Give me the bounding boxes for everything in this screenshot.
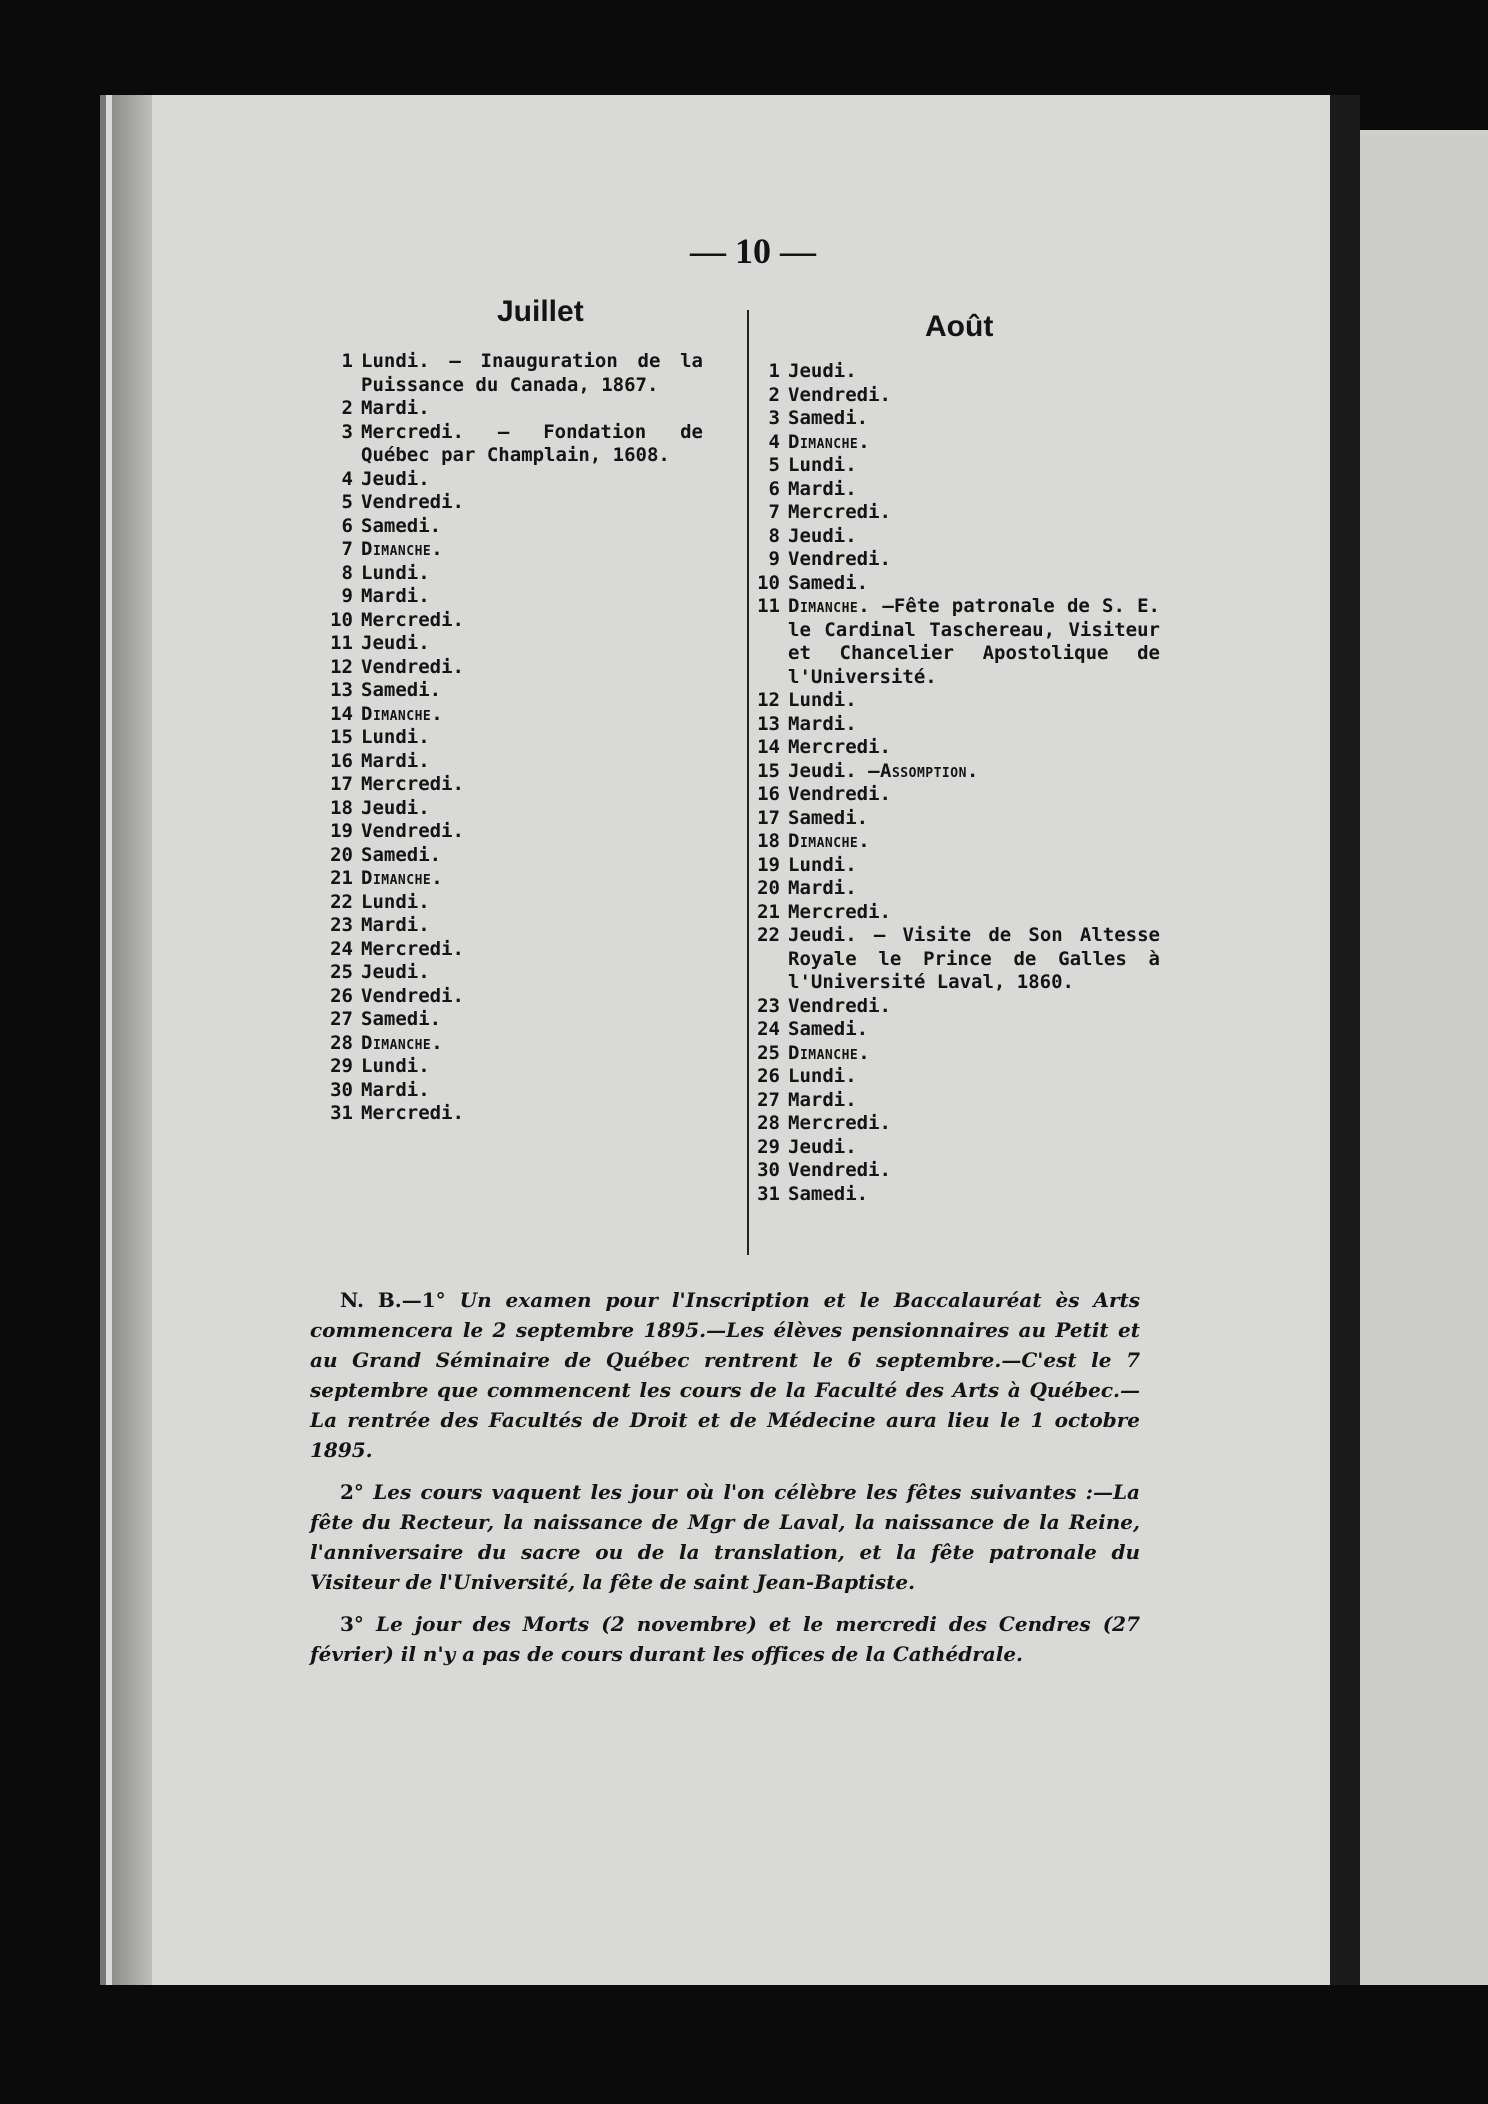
aout-day-item xyxy=(750,854,1160,878)
day-body xyxy=(788,431,870,453)
day-number: 8 xyxy=(768,524,780,547)
day-body xyxy=(361,632,430,654)
note-paragraph-3 xyxy=(310,1609,1140,1669)
aout-day-item xyxy=(750,924,1160,995)
day-number: 14 xyxy=(757,736,780,758)
note-3-lead: 3° xyxy=(340,1612,364,1636)
day-body xyxy=(361,491,464,513)
day-number: 4 xyxy=(341,467,353,490)
day-number: 17 xyxy=(757,806,780,829)
day-body xyxy=(788,760,979,782)
day-number: 8 xyxy=(341,561,353,584)
day-body xyxy=(788,548,891,570)
day-number: 1 xyxy=(341,350,353,372)
day-label: Vendredi. xyxy=(788,548,891,570)
day-number: 18 xyxy=(757,830,780,852)
day-label: Mercredi. xyxy=(788,1112,891,1134)
day-number: 7 xyxy=(768,501,780,523)
day-body xyxy=(788,830,870,852)
aout-day-item xyxy=(750,407,1160,431)
note-3-text: Le jour des Morts (2 novembre) et le mercredi des Cendres (27 février) il n'y a pas de cours durant les offices de la Cathédrale. xyxy=(310,1612,1140,1666)
day-label: Mardi. xyxy=(361,914,430,936)
day-body xyxy=(788,877,857,899)
aout-day-item xyxy=(750,478,1160,502)
day-number: 13 xyxy=(330,679,353,701)
day-body xyxy=(788,360,857,382)
aout-day-item xyxy=(750,548,1160,572)
day-label: Mercredi. xyxy=(361,937,464,960)
day-label: Vendredi. xyxy=(788,994,891,1017)
aout-day-item xyxy=(750,1136,1160,1160)
day-number: 19 xyxy=(330,820,353,842)
aout-day-item xyxy=(750,807,1160,831)
day-body xyxy=(788,501,891,523)
day-number: 24 xyxy=(757,1018,780,1040)
day-number: 23 xyxy=(757,994,780,1017)
juillet-day-item xyxy=(323,1102,703,1126)
juillet-day-item xyxy=(323,985,703,1009)
page-number: — 10 — xyxy=(690,231,816,271)
day-body xyxy=(788,478,857,500)
juillet-title: Juillet xyxy=(497,295,584,328)
day-label: Lundi. xyxy=(361,1055,430,1077)
day-label: Jeudi. xyxy=(361,467,430,490)
aout-day-item xyxy=(750,995,1160,1019)
juillet-day-item xyxy=(323,656,703,680)
day-body xyxy=(788,384,891,406)
day-label: Jeudi. xyxy=(788,759,857,782)
day-label: Mardi. xyxy=(361,397,430,419)
day-number: 19 xyxy=(757,853,780,876)
juillet-day-item xyxy=(323,797,703,821)
note-2-lead: 2° xyxy=(340,1480,364,1504)
aout-day-item xyxy=(750,736,1160,760)
aout-day-item xyxy=(750,1159,1160,1183)
day-body xyxy=(788,995,891,1017)
juillet-day-item xyxy=(323,585,703,609)
juillet-day-item xyxy=(323,820,703,844)
day-label: Samedi. xyxy=(788,1018,869,1040)
day-body xyxy=(788,1136,857,1158)
day-body xyxy=(788,1018,868,1040)
juillet-day-item xyxy=(323,1079,703,1103)
day-number: 11 xyxy=(330,632,353,654)
day-number: 22 xyxy=(330,890,353,913)
juillet-day-item xyxy=(323,609,703,633)
day-body xyxy=(788,924,1160,995)
day-body xyxy=(788,854,857,876)
day-label: Samedi. xyxy=(361,514,442,537)
day-number: 29 xyxy=(757,1135,780,1158)
day-number: 1 xyxy=(768,360,780,382)
adjacent-page xyxy=(1360,130,1488,1985)
day-body xyxy=(361,1008,441,1030)
day-body xyxy=(361,515,441,537)
juillet-day-item xyxy=(323,421,703,468)
day-body xyxy=(788,783,891,805)
day-number: 29 xyxy=(330,1055,353,1077)
day-label: Jeudi. xyxy=(788,360,857,382)
day-number: 27 xyxy=(757,1088,780,1111)
juillet-day-item xyxy=(323,1055,703,1079)
day-body xyxy=(788,713,857,735)
day-label: Samedi. xyxy=(361,843,442,866)
day-number: 12 xyxy=(330,655,353,678)
day-body xyxy=(361,985,464,1007)
day-body xyxy=(361,421,703,468)
juillet-day-item xyxy=(323,1032,703,1056)
day-number: 31 xyxy=(757,1182,780,1205)
day-body xyxy=(361,773,464,795)
day-body xyxy=(361,585,430,607)
book-spine xyxy=(1330,95,1360,1985)
page-left-edge xyxy=(112,95,152,1985)
day-body xyxy=(361,820,464,842)
juillet-day-item xyxy=(323,703,703,727)
day-body xyxy=(788,454,857,476)
juillet-day-item xyxy=(323,632,703,656)
day-label: Lundi. xyxy=(361,726,430,748)
aout-day-item xyxy=(750,360,1160,384)
day-number: 10 xyxy=(330,608,353,631)
aout-day-item xyxy=(750,689,1160,713)
day-label: Dimanche. xyxy=(788,830,871,852)
day-number: 16 xyxy=(330,749,353,772)
day-label: Dimanche. xyxy=(361,702,444,725)
day-note: — Fondation de Québec par Champlain, 1608. xyxy=(361,420,703,466)
day-number: 10 xyxy=(757,571,780,594)
day-number: 2 xyxy=(768,383,780,406)
day-label: Jeudi. xyxy=(788,1135,857,1158)
page-sheet xyxy=(100,95,1356,1985)
aout-day-item xyxy=(750,783,1160,807)
day-label: Vendredi. xyxy=(788,783,891,805)
day-label: Mardi. xyxy=(361,1078,430,1101)
day-label: Lundi. xyxy=(788,1065,857,1087)
day-label: Jeudi. xyxy=(788,524,857,547)
note-paragraph-1 xyxy=(310,1285,1140,1465)
day-number: 18 xyxy=(330,796,353,819)
day-body xyxy=(361,867,443,889)
day-body xyxy=(788,1159,891,1181)
day-label: Mardi. xyxy=(788,477,857,500)
day-note: —Fête patronale de S. E. le Cardinal Taschereau, Visiteur et Chancelier Apostolique de l'Université. xyxy=(788,595,1160,688)
day-label: Mercredi. xyxy=(361,773,464,795)
day-body xyxy=(361,562,430,584)
day-label: Vendredi. xyxy=(361,820,464,842)
day-label: Mercredi. xyxy=(788,501,891,523)
day-number: 12 xyxy=(757,689,780,711)
aout-day-item xyxy=(750,454,1160,478)
aout-title: Août xyxy=(925,310,994,343)
juillet-day-item xyxy=(323,1008,703,1032)
day-label: Dimanche. xyxy=(788,430,871,453)
day-label: Jeudi. xyxy=(361,632,430,654)
day-body xyxy=(361,1055,430,1077)
day-body xyxy=(361,703,443,725)
day-label: Lundi. xyxy=(361,890,430,913)
day-label: Dimanche. xyxy=(361,538,444,560)
juillet-day-item xyxy=(323,538,703,562)
day-body xyxy=(361,1102,464,1124)
juillet-day-item xyxy=(323,491,703,515)
day-number: 11 xyxy=(757,595,780,617)
day-number: 9 xyxy=(341,585,353,607)
day-body xyxy=(788,1089,857,1111)
juillet-day-list xyxy=(323,350,703,1126)
day-body xyxy=(788,595,1160,689)
day-label: Vendredi. xyxy=(361,655,464,678)
day-label: Lundi. xyxy=(361,561,430,584)
day-body xyxy=(361,844,441,866)
day-body xyxy=(361,1079,430,1101)
aout-day-item xyxy=(750,760,1160,784)
aout-day-item xyxy=(750,830,1160,854)
day-body xyxy=(361,891,430,913)
day-number: 21 xyxy=(757,900,780,923)
day-label: Mercredi. xyxy=(361,1102,464,1124)
day-number: 30 xyxy=(757,1159,780,1181)
notes-section xyxy=(310,1285,1140,1681)
day-body xyxy=(361,679,441,701)
day-body xyxy=(361,397,430,419)
day-body xyxy=(361,961,430,983)
day-number: 23 xyxy=(330,914,353,936)
day-number: 26 xyxy=(757,1065,780,1087)
day-label: Mardi. xyxy=(361,749,430,772)
day-body xyxy=(788,1112,891,1134)
day-label: Samedi. xyxy=(788,571,869,594)
day-number: 25 xyxy=(330,961,353,983)
juillet-day-item xyxy=(323,562,703,586)
day-body xyxy=(361,468,430,490)
day-number: 26 xyxy=(330,984,353,1007)
day-body xyxy=(361,938,464,960)
aout-day-item xyxy=(750,713,1160,737)
day-label: Dimanche. xyxy=(361,1031,444,1054)
juillet-day-item xyxy=(323,844,703,868)
juillet-day-item xyxy=(323,867,703,891)
day-number: 16 xyxy=(757,783,780,805)
day-note: — Inauguration de la Puissance du Canada, 1867. xyxy=(361,350,703,396)
day-label: Lundi. xyxy=(788,454,857,476)
day-number: 5 xyxy=(768,454,780,476)
day-body xyxy=(788,901,891,923)
day-number: 28 xyxy=(757,1112,780,1134)
column-divider xyxy=(747,310,749,1255)
aout-day-list xyxy=(750,360,1160,1206)
day-label: Mardi. xyxy=(788,877,857,899)
day-body xyxy=(361,538,443,560)
juillet-day-item xyxy=(323,773,703,797)
day-body xyxy=(788,407,868,429)
note-1-lead: N. B.—1° xyxy=(340,1288,446,1312)
day-number: 3 xyxy=(768,407,780,429)
juillet-day-item xyxy=(323,468,703,492)
day-number: 31 xyxy=(330,1102,353,1124)
juillet-day-item xyxy=(323,679,703,703)
day-number: 22 xyxy=(757,924,780,946)
aout-day-item xyxy=(750,1042,1160,1066)
day-label: Jeudi. xyxy=(361,961,430,983)
day-note: — Visite de Son Altesse Royale le Prince de Galles à l'Université Laval, 1860. xyxy=(788,924,1160,993)
aout-day-item xyxy=(750,1089,1160,1113)
day-number: 9 xyxy=(768,548,780,570)
aout-day-item xyxy=(750,1112,1160,1136)
day-label: Dimanche. xyxy=(361,867,444,889)
day-number: 17 xyxy=(330,773,353,795)
day-body xyxy=(361,797,430,819)
day-number: 21 xyxy=(330,867,353,889)
day-label: Mardi. xyxy=(788,1088,857,1111)
day-label: Dimanche. xyxy=(788,1041,871,1064)
juillet-day-item xyxy=(323,397,703,421)
day-number: 20 xyxy=(330,843,353,866)
day-body xyxy=(788,1042,870,1064)
day-number: 5 xyxy=(341,491,353,513)
day-number: 7 xyxy=(341,538,353,560)
day-number: 25 xyxy=(757,1041,780,1064)
day-number: 3 xyxy=(341,420,353,443)
day-label: Vendredi. xyxy=(788,383,891,406)
aout-day-item xyxy=(750,595,1160,689)
day-label: Jeudi. xyxy=(361,796,430,819)
day-body xyxy=(788,525,857,547)
note-paragraph-2 xyxy=(310,1477,1140,1597)
aout-day-item xyxy=(750,572,1160,596)
aout-day-item xyxy=(750,431,1160,455)
day-label: Mercredi. xyxy=(361,608,464,631)
day-label: Samedi. xyxy=(361,1008,442,1030)
aout-day-item xyxy=(750,1018,1160,1042)
day-body xyxy=(788,689,857,711)
day-label: Samedi. xyxy=(361,679,442,701)
day-body xyxy=(361,1032,443,1054)
aout-day-item xyxy=(750,525,1160,549)
juillet-day-item xyxy=(323,726,703,750)
day-number: 27 xyxy=(330,1008,353,1030)
juillet-day-item xyxy=(323,938,703,962)
note-1-text: Un examen pour l'Inscription et le Baccalauréat ès Arts commencera le 2 septembre 1895.—Les élèves pensionnaires au Petit et au Grand Séminaire de Québec rentrent le 6 septembre.—C'est le 7 septembre que commencent les cours de la Faculté des Arts à Québec.—La rentrée des Facultés de Droit et de Médecine aura lieu le 1 octobre 1895. xyxy=(310,1288,1140,1462)
day-body xyxy=(788,1183,868,1205)
day-label: Lundi. xyxy=(788,853,857,876)
day-label: Samedi. xyxy=(788,806,869,829)
day-number: 30 xyxy=(330,1078,353,1101)
day-label: Vendredi. xyxy=(361,491,464,513)
juillet-day-item xyxy=(323,961,703,985)
day-label: Mercredi. xyxy=(788,736,891,758)
day-number: 13 xyxy=(757,712,780,735)
juillet-day-item xyxy=(323,350,703,397)
day-label: Dimanche. xyxy=(788,595,871,617)
aout-day-item xyxy=(750,901,1160,925)
day-label: Vendredi. xyxy=(788,1159,891,1181)
note-2-text: Les cours vaquent les jour où l'on célèbre les fêtes suivantes :—La fête du Recteur, la naissance de Mgr de Laval, la naissance de la Reine, l'anniversaire du sacre ou de la translation, et la fête patronale du Visiteur de l'Université, la fête de saint Jean-Baptiste. xyxy=(310,1480,1140,1594)
day-number: 6 xyxy=(768,477,780,500)
day-body xyxy=(361,656,464,678)
day-number: 4 xyxy=(768,430,780,453)
aout-day-item xyxy=(750,501,1160,525)
day-number: 14 xyxy=(330,702,353,725)
day-label: Mardi. xyxy=(361,585,430,607)
aout-day-item xyxy=(750,1183,1160,1207)
day-body xyxy=(788,807,868,829)
day-number: 2 xyxy=(341,397,353,419)
aout-day-item xyxy=(750,1065,1160,1089)
day-note: —Assomption. xyxy=(868,759,979,782)
aout-day-item xyxy=(750,877,1160,901)
day-label: Vendredi. xyxy=(361,984,464,1007)
day-body xyxy=(361,609,464,631)
day-number: 28 xyxy=(330,1031,353,1054)
juillet-day-item xyxy=(323,750,703,774)
day-body xyxy=(361,726,430,748)
day-number: 24 xyxy=(330,937,353,960)
day-label: Lundi. xyxy=(361,350,430,372)
day-body xyxy=(361,350,703,397)
juillet-day-item xyxy=(323,891,703,915)
day-number: 15 xyxy=(757,759,780,782)
day-label: Mardi. xyxy=(788,712,857,735)
day-label: Lundi. xyxy=(788,689,857,711)
aout-day-item xyxy=(750,384,1160,408)
juillet-day-item xyxy=(323,914,703,938)
day-label: Mercredi. xyxy=(361,420,464,443)
day-label: Mercredi. xyxy=(788,900,891,923)
day-body xyxy=(361,750,430,772)
day-body xyxy=(361,914,430,936)
day-number: 6 xyxy=(341,514,353,537)
day-body xyxy=(788,1065,857,1087)
day-body xyxy=(788,572,868,594)
day-body xyxy=(788,736,891,758)
day-label: Samedi. xyxy=(788,407,869,429)
juillet-day-item xyxy=(323,515,703,539)
day-number: 20 xyxy=(757,877,780,899)
day-label: Jeudi. xyxy=(788,924,857,946)
day-label: Samedi. xyxy=(788,1182,869,1205)
day-number: 15 xyxy=(330,726,353,748)
